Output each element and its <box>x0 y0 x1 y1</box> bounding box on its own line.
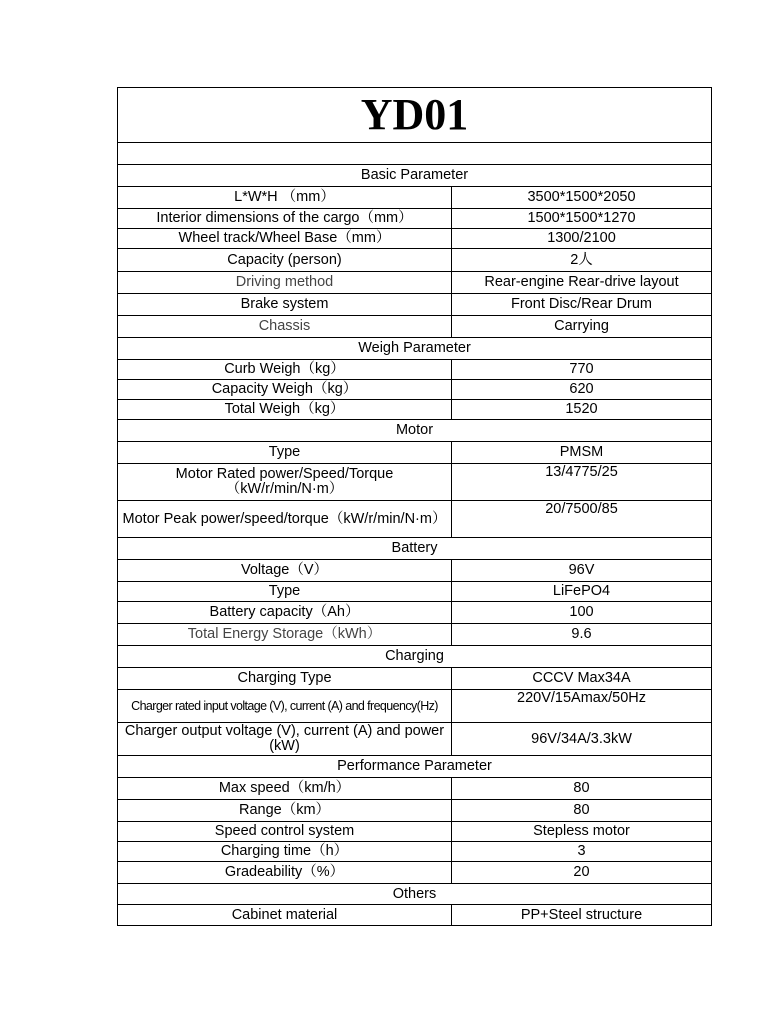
section-others: Others <box>118 884 712 905</box>
row-value-chassis: Carrying <box>452 316 712 338</box>
row-value-chg-time: 3 <box>452 842 712 862</box>
row-label-voltage: Voltage（V） <box>118 560 452 582</box>
row-value-brake: Front Disc/Rear Drum <box>452 294 712 316</box>
section-performance: Performance Parameter <box>118 756 712 778</box>
row-value-chg-out: 96V/34A/3.3kW <box>452 723 712 756</box>
section-charging: Charging <box>118 646 712 668</box>
row-value-peak: 20/7500/85 <box>452 501 712 538</box>
row-value-rated: 13/4775/25 <box>452 464 712 501</box>
row-value-cabinet: PP+Steel structure <box>452 905 712 926</box>
row-value-wheel: 1300/2100 <box>452 229 712 249</box>
row-value-voltage: 96V <box>452 560 712 582</box>
row-label-rated: Motor Rated power/Speed/Torque（kW/r/min/N·m） <box>118 464 452 501</box>
row-label-interior: Interior dimensions of the cargo（mm） <box>118 209 452 229</box>
row-label-max-speed: Max speed（km/h） <box>118 778 452 800</box>
row-label-chg-in: Charger rated input voltage (V), current (A) and frequency(Hz) <box>118 690 452 723</box>
section-battery: Battery <box>118 538 712 560</box>
document-title: YD01 <box>118 88 712 143</box>
row-label-chg-out: Charger output voltage (V), current (A) and power (kW) <box>118 723 452 756</box>
section-weigh: Weigh Parameter <box>118 338 712 360</box>
row-value-chg-in: 220V/15Amax/50Hz <box>452 690 712 723</box>
row-label-driving: Driving method <box>118 272 452 294</box>
row-value-speed-ctrl: Stepless motor <box>452 822 712 842</box>
row-label-energy: Total Energy Storage（kWh） <box>118 624 452 646</box>
row-value-interior: 1500*1500*1270 <box>452 209 712 229</box>
row-label-lwh: L*W*H （mm） <box>118 187 452 209</box>
row-label-grade: Gradeability（%） <box>118 862 452 884</box>
spec-table <box>117 87 712 926</box>
row-value-bat-cap: 100 <box>452 602 712 624</box>
row-label-wheel: Wheel track/Wheel Base（mm） <box>118 229 452 249</box>
section-basic: Basic Parameter <box>118 165 712 187</box>
row-value-cap-weigh: 620 <box>452 380 712 400</box>
row-label-curb: Curb Weigh（kg） <box>118 360 452 380</box>
row-value-curb: 770 <box>452 360 712 380</box>
row-label-range: Range（km） <box>118 800 452 822</box>
row-value-total-weigh: 1520 <box>452 400 712 420</box>
row-value-lwh: 3500*1500*2050 <box>452 187 712 209</box>
row-label-peak: Motor Peak power/speed/torque（kW/r/min/N·m） <box>118 501 452 538</box>
row-label-cap-weigh: Capacity Weigh（kg） <box>118 380 452 400</box>
row-value-grade: 20 <box>452 862 712 884</box>
section-motor: Motor <box>118 420 712 442</box>
row-label-brake: Brake system <box>118 294 452 316</box>
row-value-energy: 9.6 <box>452 624 712 646</box>
row-label-bat-type: Type <box>118 582 452 602</box>
row-label-bat-cap: Battery capacity（Ah） <box>118 602 452 624</box>
row-label-chg-type: Charging Type <box>118 668 452 690</box>
row-label-cabinet: Cabinet material <box>118 905 452 926</box>
row-value-driving: Rear-engine Rear-drive layout <box>452 272 712 294</box>
row-label-chassis: Chassis <box>118 316 452 338</box>
row-value-chg-type: CCCV Max34A <box>452 668 712 690</box>
row-value-max-speed: 80 <box>452 778 712 800</box>
row-label-motor-type: Type <box>118 442 452 464</box>
row-value-capacity: 2人 <box>452 249 712 272</box>
row-label-chg-time: Charging time（h） <box>118 842 452 862</box>
row-value-range: 80 <box>452 800 712 822</box>
row-label-capacity: Capacity (person) <box>118 249 452 272</box>
spacer-row <box>118 143 712 165</box>
row-label-total-weigh: Total Weigh（kg） <box>118 400 452 420</box>
row-value-motor-type: PMSM <box>452 442 712 464</box>
row-value-bat-type: LiFePO4 <box>452 582 712 602</box>
row-label-speed-ctrl: Speed control system <box>118 822 452 842</box>
